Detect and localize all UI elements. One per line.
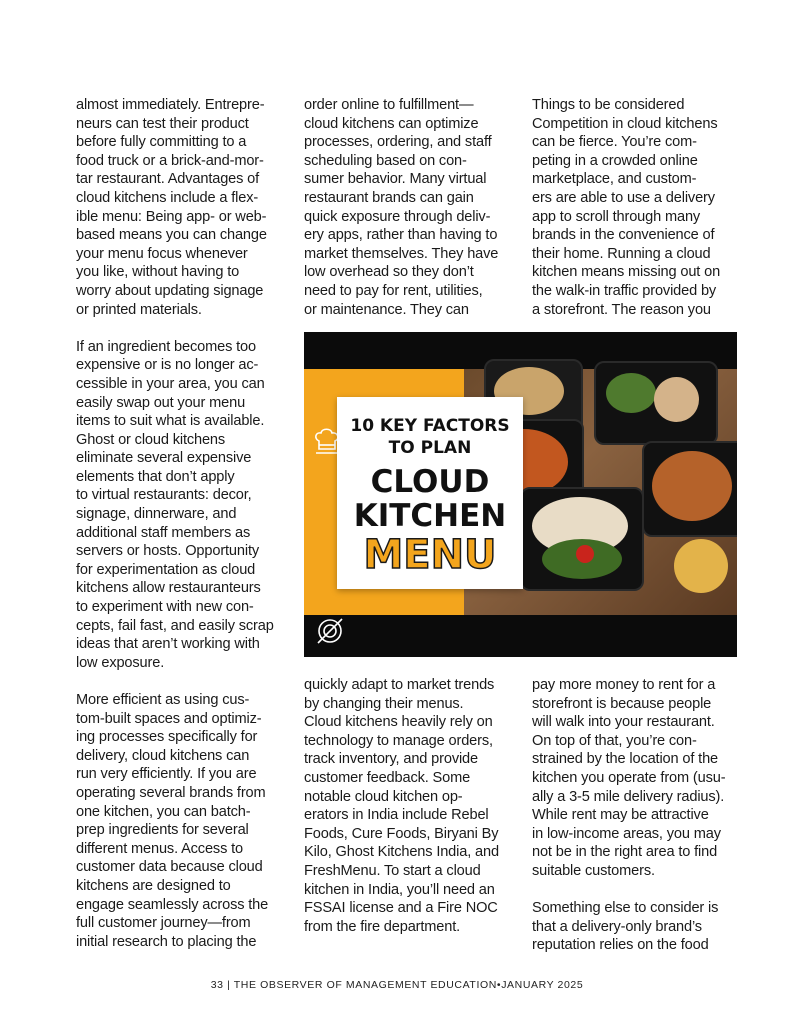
page-footer bbox=[0, 979, 794, 991]
title-line-2: TO PLAN bbox=[388, 438, 472, 458]
paragraph: More efficient as using cus- tom-built spaces and optimiz- ing processes specifically for delivery, cloud kitchens can run very efficiently. If you are operating several brands from one kitchen, you can batch- prep ingredients for several different menus. Access to customer data because cloud kitchens are designed to engage seamlessly across the full customer journey—from initial research to placing the bbox=[76, 692, 269, 950]
hero-image bbox=[304, 332, 737, 657]
paragraph: If an ingredient becomes too expensive or is no longer ac- cessible in your area, you can easily swap out your menu items to suit what is available. Ghost or cloud kitchens eliminate several expensive elements that don’t apply to virtual restaurants: decor, signage, dinnerware, and additional staff members as servers or hosts. Opportunity for experimentation as cloud kitchens allow restauranteurs to experiment with new con- cepts, fail fast, and easily scrap ideas that aren’t working with low exposure. bbox=[76, 338, 274, 671]
title-line-3: CLOUD bbox=[370, 464, 490, 500]
paragraph: Things to be considered Competition in cloud kitchens can be fierce. You’re com- peting in a crowded online marketplace, and custom- ers are able to use a delivery app to scroll through many brands in the convenience of their home. Running a cloud kitchen means missing out on the walk-in traffic provided by a storefront. The reason you bbox=[532, 97, 721, 318]
title-line-1: 10 KEY FACTORS bbox=[350, 416, 510, 436]
paragraph: pay more money to rent for a storefront is because people will walk into your restaurant. On top of that, you’re con- strained by the location of the kitchen you operate from (usu- ally a 3-5 mile delivery radius). While rent may be attractive in low-income areas, you may not be in the right area to find suitable customers. bbox=[532, 677, 726, 879]
article-column-3-bottom bbox=[532, 676, 740, 955]
article-column-1 bbox=[76, 96, 284, 951]
page-number: 33 bbox=[210, 979, 224, 991]
paragraph: almost immediately. Entrepre- neurs can test their product before fully committing to a food truck or a brick-and-mor- tar restaurant. Advantages of cloud kitchens include a flex- ible menu: Being app- or web- based means you can change your menu focus whenever you like, without having to worry about updating signage or printed materials. bbox=[76, 97, 267, 318]
title-card bbox=[337, 397, 523, 589]
title-line-5: MENU bbox=[363, 532, 497, 578]
publication-title: THE OBSERVER OF MANAGEMENT EDUCATION•JANUARY 2025 bbox=[233, 979, 584, 991]
bowl-icon bbox=[314, 615, 346, 647]
article-column-2-bottom bbox=[304, 676, 514, 936]
article-column-2-top bbox=[304, 96, 514, 319]
paragraph: Something else to consider is that a delivery-only brand’s reputation relies on the food bbox=[532, 900, 719, 954]
footer-divider: | bbox=[223, 979, 234, 991]
paragraph: quickly adapt to market trends by changing their menus. Cloud kitchens heavily rely on technology to manage orders, track inventory, and provide customer feedback. Some notable cloud kitchen op- erators in India include Rebel Foods, Cure Foods, Biryani By Kilo, Ghost Kitchens India, and FreshMenu. To start a cloud kitchen in India, you’ll need an FSSAI license and a Fire NOC from the fire department. bbox=[304, 677, 499, 935]
paragraph: order online to fulfillment— cloud kitchens can optimize processes, ordering, and staff scheduling based on con- sumer behavior. Many virtual restaurant brands can gain quick exposure through deliv- ery apps, rather than having to market themselves. They have low overhead so they don’t need to pay for rent, utilities, or maintenance. They can bbox=[304, 97, 499, 318]
article-column-3-top bbox=[532, 96, 740, 319]
title-line-4: KITCHEN bbox=[353, 498, 507, 534]
